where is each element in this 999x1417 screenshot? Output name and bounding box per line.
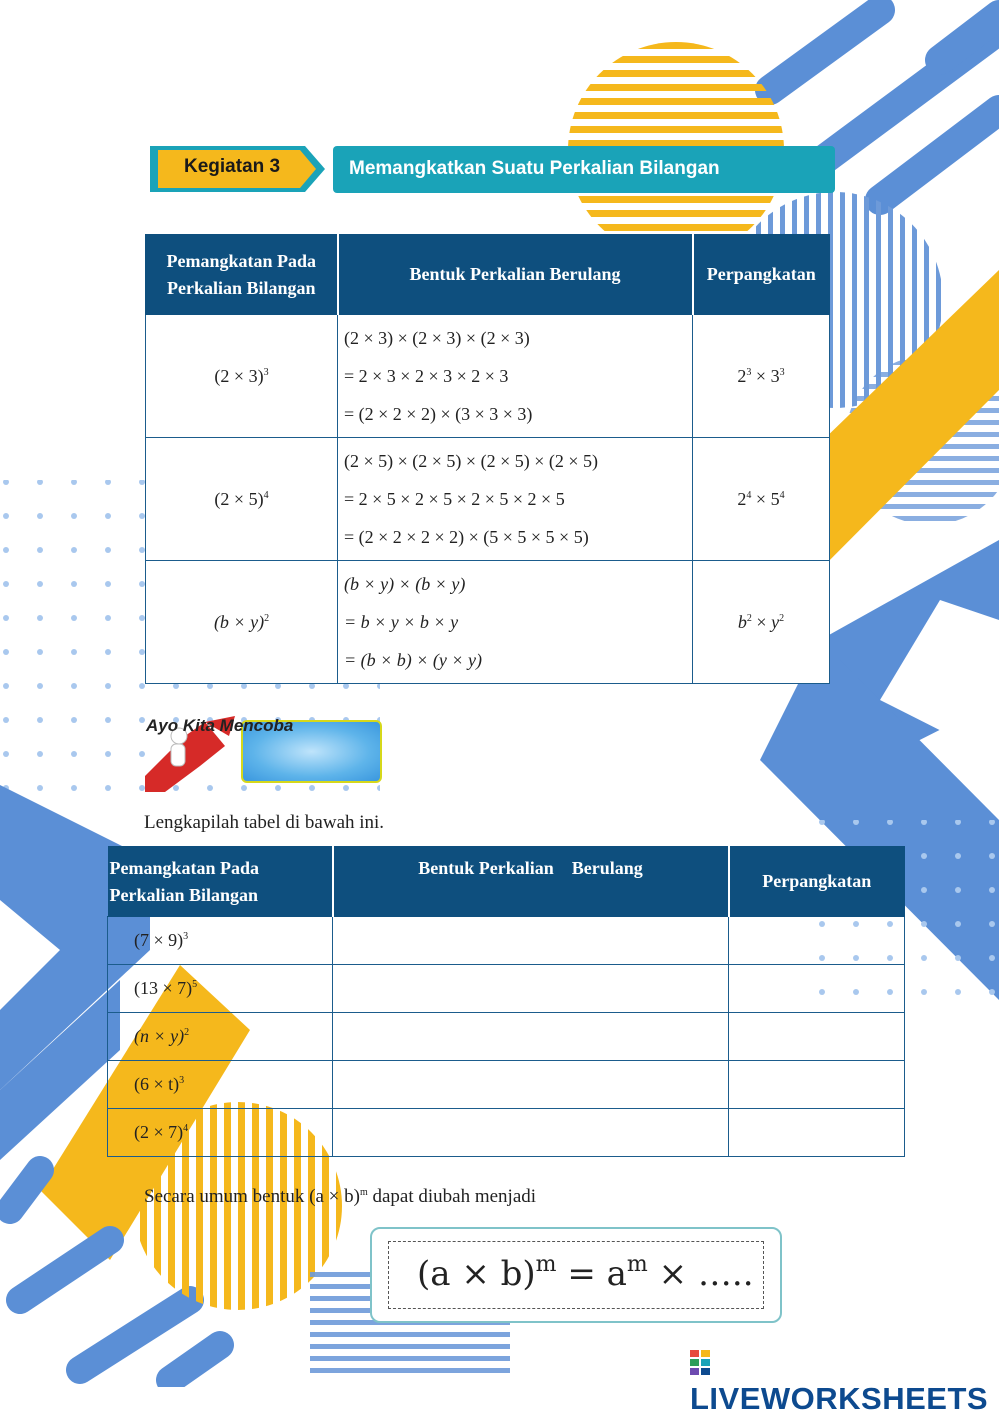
exercise-answer-power[interactable] [729,917,905,965]
exercise-table [107,846,905,1157]
exercise-power: $(13 \times 7)^5$ [108,965,333,1013]
example-power: $(2 \times 3)^3$ [146,315,338,438]
exercise-answer-form[interactable] [333,965,729,1013]
exercise-row-2 [108,965,905,1013]
exercise-answer-power[interactable] [729,965,905,1013]
liveworksheets-watermark [690,1345,999,1417]
example-result: $2^3 \times 3^3$ [693,315,830,438]
example-result: $b^2 \times y^2$ [693,561,830,684]
exercise-power: $(n \times y)^2$ [108,1013,333,1061]
ayo-label: Ayo Kita Mencoba [146,716,294,735]
example-row-1 [146,315,830,438]
exercise-answer-form[interactable] [333,1061,729,1109]
exercise-power: $(7 \times 9)^3$ [108,917,333,965]
exercise-power: $(2 \times 7)^4$ [108,1109,333,1157]
example-steps: (2 × 5) × (2 × 5) × (2 × 5) × (2 × 5) = 2 × 5 × 2 × 5 × 2 × 5 × 2 × 5 = (2 × 2 × 2 × 2) × (5 × 5 × 5 × 5) [338,438,693,561]
exercise-answer-power[interactable] [729,1109,905,1157]
formula-box [370,1227,782,1323]
exercise-header-col3: Perpangkatan [729,847,905,917]
example-steps: (b × y) × (b × y) = b × y × b × y = (b × b) × (y × y) [338,561,693,684]
example-row-3 [146,561,830,684]
example-row-2 [146,438,830,561]
exercise-row-3 [108,1013,905,1061]
example-table-header-row [146,235,830,315]
example-power: $(2 \times 5)^4$ [146,438,338,561]
exercise-header-col1: Pemangkatan Pada Perkalian Bilangan [108,847,333,917]
exercise-answer-power[interactable] [729,1013,905,1061]
example-result: $2^4 \times 5^4$ [693,438,830,561]
example-header-col1: Pemangkatan Pada Perkalian Bilangan [146,235,338,315]
exercise-power: $(6 \times t)^3$ [108,1061,333,1109]
formula-text: $(a \times b)^m = a^m$ × ….. [417,1252,754,1294]
example-steps: (2 × 3) × (2 × 3) × (2 × 3) = 2 × 3 × 2 × 3 × 2 × 3 = (2 × 2 × 2) × (3 × 3 × 3) [338,315,693,438]
formula-frame [388,1241,764,1309]
instruction-text: Lengkapilah tabel di bawah ini. [144,812,385,833]
activity-badge-label: Kegiatan 3 [184,156,281,177]
example-table [145,234,830,684]
exercise-table-header-row [108,847,905,917]
activity-title: Memangkatkan Suatu Perkalian Bilangan [349,158,720,179]
liveworksheets-logo-icon [690,1350,712,1376]
liveworksheets-text: LIVEWORKSHEETS [690,1381,989,1416]
exercise-answer-form[interactable] [333,1013,729,1061]
exercise-answer-form[interactable] [333,917,729,965]
exercise-row-5 [108,1109,905,1157]
exercise-header-col2: Bentuk Perkalian Berulang [333,847,729,917]
example-power: $(b \times y)^2$ [146,561,338,684]
exercise-row-4 [108,1061,905,1109]
exercise-row-1 [108,917,905,965]
exercise-answer-form[interactable] [333,1109,729,1157]
example-header-col2: Bentuk Perkalian Berulang [338,235,693,315]
activity-badge [150,146,325,192]
exercise-answer-power[interactable] [729,1061,905,1109]
activity-title-bar [333,146,835,193]
general-statement: Secara umum bentuk $(a \times b)^m$ dapat diubah menjadi [144,1186,537,1207]
example-header-col3: Perpangkatan [693,235,830,315]
